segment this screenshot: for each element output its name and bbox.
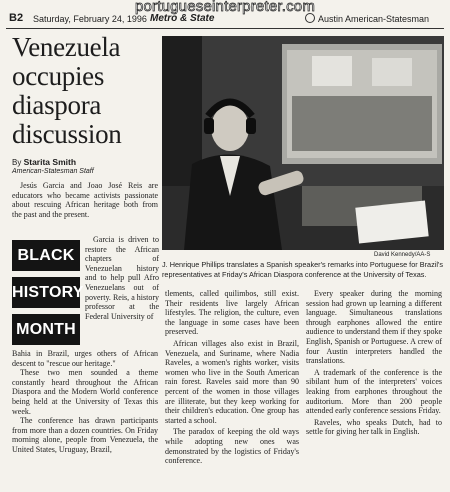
paragraph: A trademark of the conference is the sibilant hum of the interpreters' voices leaking from earphones throughout the auditorium. More than 200 people attended early conference sessions Friday. <box>306 367 442 416</box>
paragraph: The conference has drawn participants from more than a dozen countries. On Friday morning alone, people from Venezuela, the United States, Uruguay, Brazil, <box>12 416 158 454</box>
article-side-text: Garcia is driven to restore the African chapters of Venezuelan history and to help pull Afro Venezuelans out of poverty. Reis, a history professor at the Federal University of <box>85 235 159 321</box>
byline <box>12 157 76 167</box>
paragraph: Bahia in Brazil, urges others of African descent to "rescue our heritage." <box>12 349 158 368</box>
author-title: American-Statesman Staff <box>12 168 94 175</box>
article-column-2 <box>165 289 299 466</box>
interpreter-booth-photo <box>162 36 444 250</box>
news-photo <box>162 36 444 250</box>
section-name: Metro & State <box>150 13 215 24</box>
issue-date: Saturday, February 24, 1996 <box>33 14 147 24</box>
page-header <box>0 11 450 27</box>
article-column-1 <box>12 349 158 455</box>
paragraph: Raveles, who speaks Dutch, had to settle for giving her talk in English. <box>306 417 442 437</box>
headline: Venezuela occupies diaspora discussion <box>12 32 122 149</box>
watermark-text: portugueseinterpreter.com <box>134 0 316 15</box>
article-column-3 <box>306 289 442 437</box>
paragraph: tlements, called quilimbos, still exist. Their residents live largely African lifestyles. The religion, the culture, even the language in some cases have been preserved. <box>165 289 299 337</box>
badge-line: BLACK <box>12 240 80 271</box>
paragraph: The paradox of keeping the old ways while adopting new ones was demonstrated by the logistics of Friday's conference. <box>165 427 299 466</box>
page-number: B2 <box>9 12 24 24</box>
photo-credit: David Kennedy/AA-S <box>374 252 431 258</box>
paragraph: African villages also exist in Brazil, Venezuela, and Suriname, where Nadia Raveles, a women's rights worker, visits women who live in the South American rain forest. Raveles said more than 90 percent of the women in those villages are illiterate, but they keep working for their children's education. One group has started a school. <box>165 338 299 425</box>
newspaper-name: Austin American-Statesman <box>318 14 430 24</box>
byline-prefix: By <box>12 158 22 167</box>
author-name: Starita Smith <box>23 157 77 167</box>
article-lead: Jesús Garcia and Joao José Reis are educators who became activists passionate about rescuing African heritage both from the past and the present. <box>12 181 158 219</box>
badge-line: MONTH <box>12 314 80 345</box>
photo-caption: J. Henrique Phillips translates a Spanish speaker's remarks into Portuguese for Brazil's representatives at Friday's African Diaspora conference at the University of Texas. <box>162 260 444 279</box>
newspaper-seal-icon <box>305 13 315 23</box>
black-history-month-badge <box>12 240 84 346</box>
paragraph: These two men sounded a theme constantly heard throughout the African Diaspora and the Modern World conference being held at the University of Texas this week. <box>12 368 158 416</box>
badge-line: HISTORY <box>12 277 80 308</box>
paragraph: Every speaker during the morning session had grown up learning a different language. Simultaneous translations through earphones allowed the entire audience to understand them if they spoke English, Spanish or Portuguese. A crew of four Austin interpreters handled the translations. <box>306 289 442 366</box>
header-rule <box>6 28 444 29</box>
